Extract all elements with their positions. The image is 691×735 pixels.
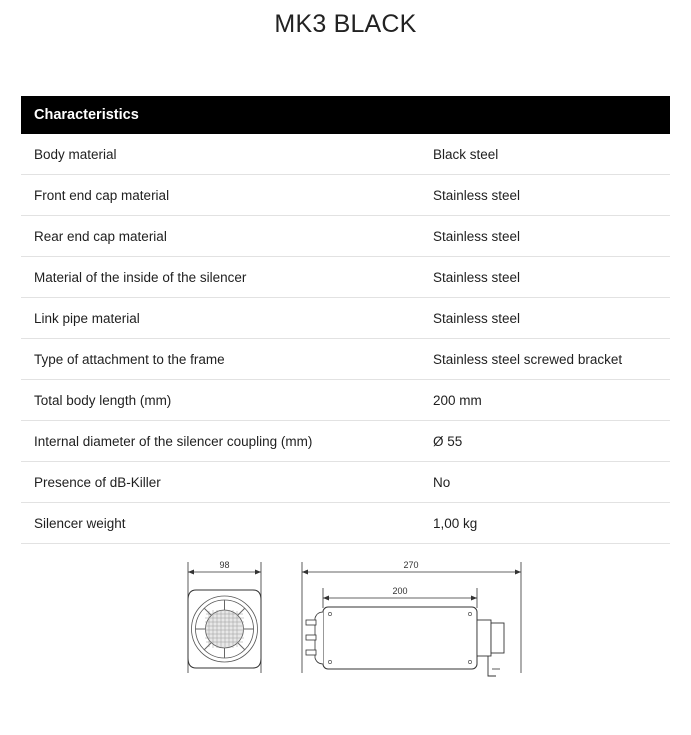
spec-label: Type of attachment to the frame bbox=[34, 351, 225, 367]
spec-value: Stainless steel screwed bracket bbox=[433, 351, 623, 367]
specifications-table bbox=[21, 96, 670, 544]
spec-label: Link pipe material bbox=[34, 310, 140, 326]
spec-value: 1,00 kg bbox=[433, 515, 478, 531]
table-row bbox=[21, 175, 670, 216]
spec-label: Material of the inside of the silencer bbox=[34, 269, 247, 285]
spec-value: No bbox=[433, 474, 451, 490]
spec-label: Presence of dB-Killer bbox=[34, 474, 161, 490]
table-row bbox=[21, 257, 670, 298]
table-row bbox=[21, 216, 670, 257]
side-view-drawing bbox=[302, 562, 521, 676]
spec-value: 200 mm bbox=[433, 392, 482, 408]
spec-value: Stainless steel bbox=[433, 187, 521, 203]
side-view-body-dimension-label: 200 bbox=[392, 586, 408, 596]
technical-drawing bbox=[0, 548, 691, 730]
table-header: Characteristics bbox=[21, 96, 670, 134]
table-row bbox=[21, 134, 670, 175]
front-view-dimension-label: 98 bbox=[219, 560, 230, 570]
page-title: MK3 BLACK bbox=[274, 10, 417, 38]
spec-label: Silencer weight bbox=[34, 515, 126, 531]
spec-label: Rear end cap material bbox=[34, 228, 167, 244]
front-view-drawing bbox=[188, 562, 261, 673]
side-view-overall-dimension-label: 270 bbox=[403, 560, 419, 570]
spec-label: Total body length (mm) bbox=[34, 392, 172, 408]
spec-value: Ø 55 bbox=[433, 433, 463, 449]
spec-value: Stainless steel bbox=[433, 269, 521, 285]
spec-label: Body material bbox=[34, 146, 117, 162]
table-row bbox=[21, 380, 670, 421]
spec-value: Black steel bbox=[433, 146, 499, 162]
table-row bbox=[21, 503, 670, 544]
table-row bbox=[21, 462, 670, 503]
spec-value: Stainless steel bbox=[433, 228, 521, 244]
table-row bbox=[21, 421, 670, 462]
table-row bbox=[21, 339, 670, 380]
table-row bbox=[21, 298, 670, 339]
spec-label: Front end cap material bbox=[34, 187, 170, 203]
spec-label: Internal diameter of the silencer coupling (mm) bbox=[34, 433, 313, 449]
spec-value: Stainless steel bbox=[433, 310, 521, 326]
